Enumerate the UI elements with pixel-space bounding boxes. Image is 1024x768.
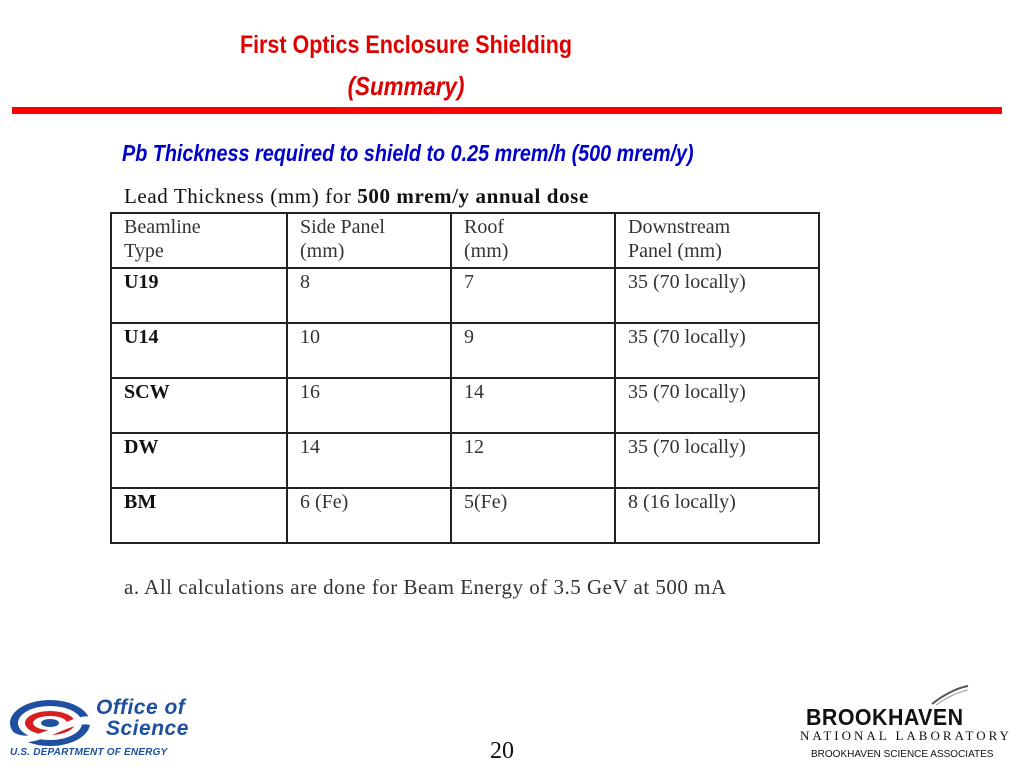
cell-side-panel: 14 [287, 433, 451, 488]
header-line: Side Panel [300, 216, 385, 238]
header-beamline-type [111, 213, 287, 268]
table-footnote: a. All calculations are done for Beam Energy of 3.5 GeV at 500 mA [124, 575, 727, 599]
table-caption-bold: 500 mrem/y annual dose [357, 184, 589, 208]
cell-side-panel: 8 [287, 268, 451, 323]
header-line: Downstream [628, 216, 731, 238]
office-line: Office of [96, 696, 186, 719]
bnl-subtitle: NATIONAL LABORATORY [800, 728, 1012, 743]
bnl-associates: BROOKHAVEN SCIENCE ASSOCIATES [811, 749, 994, 760]
cell-beamline: DW [111, 433, 287, 488]
cell-downstream: 35 (70 locally) [615, 268, 819, 323]
office-of-science-wordmark [96, 697, 189, 739]
header-line: Beamline [124, 216, 201, 238]
cell-roof: 5(Fe) [451, 488, 615, 543]
cell-downstream: 8 (16 locally) [615, 488, 819, 543]
table-row [111, 323, 819, 378]
header-line: Panel (mm) [628, 240, 722, 262]
cell-downstream: 35 (70 locally) [615, 433, 819, 488]
bnl-swoosh-icon [930, 684, 970, 706]
cropped-edge [118, 600, 888, 606]
cell-beamline: SCW [111, 378, 287, 433]
header-line: (mm) [300, 240, 345, 262]
cell-roof: 14 [451, 378, 615, 433]
cell-side-panel: 6 (Fe) [287, 488, 451, 543]
slide-subtitle: (Summary) [347, 71, 465, 101]
cell-roof: 9 [451, 323, 615, 378]
lead-thickness-table [110, 212, 820, 544]
cell-roof: 12 [451, 433, 615, 488]
header-side-panel [287, 213, 451, 268]
table-caption-prefix: Lead Thickness (mm) for [124, 184, 358, 208]
table-header-row [111, 213, 819, 268]
table-row [111, 268, 819, 323]
table-caption [124, 184, 589, 209]
cell-side-panel: 10 [287, 323, 451, 378]
science-line: Science [106, 717, 189, 740]
header-downstream-panel [615, 213, 819, 268]
table-row [111, 378, 819, 433]
cell-downstream: 35 (70 locally) [615, 378, 819, 433]
header-line: Type [124, 240, 164, 262]
cell-beamline: U14 [111, 323, 287, 378]
table-row [111, 488, 819, 543]
table-row [111, 433, 819, 488]
slide-title: First Optics Enclosure Shielding [239, 31, 573, 59]
cell-roof: 7 [451, 268, 615, 323]
bnl-wordmark: BROOKHAVEN [806, 704, 964, 730]
title-divider [12, 107, 1002, 114]
page-number: 20 [490, 738, 514, 764]
section-heading: Pb Thickness required to shield to 0.25 mrem/h (500 mrem/y) [122, 140, 694, 166]
cell-beamline: BM [111, 488, 287, 543]
header-line: Roof [464, 216, 504, 238]
header-line: (mm) [464, 240, 509, 262]
doe-label: U.S. DEPARTMENT OF ENERGY [10, 747, 168, 758]
header-roof [451, 213, 615, 268]
cell-downstream: 35 (70 locally) [615, 323, 819, 378]
cell-side-panel: 16 [287, 378, 451, 433]
cell-beamline: U19 [111, 268, 287, 323]
